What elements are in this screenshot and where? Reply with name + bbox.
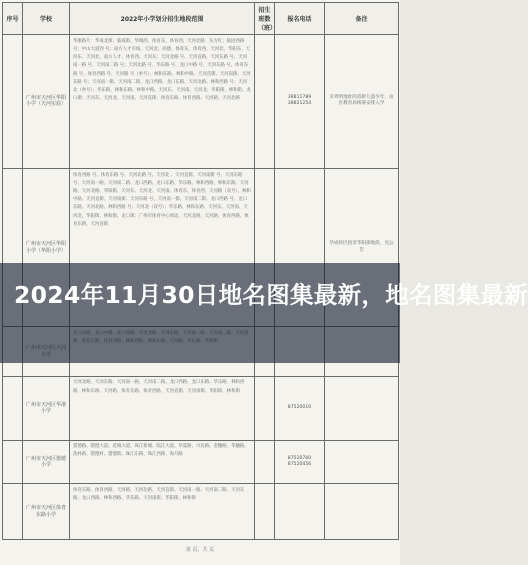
- table-row: [3, 484, 399, 540]
- header-note: 备注: [325, 3, 399, 35]
- row-count: [255, 377, 275, 441]
- row-note: [325, 440, 399, 484]
- row-count: [255, 440, 275, 484]
- row-areas-text: 天河北路、天河东路、天河南一路、天河南二路、龙口西路、龙口东路、华乐路、林和西路、林和东路、天河路、体育东路、体育西路、天河直街、天河南街、华阳街、林和街: [73, 380, 245, 394]
- header-school: 学校: [23, 3, 70, 35]
- row-note: 华成校区指非华阳街地段，见公告: [325, 168, 399, 327]
- header-phone: 报名电话: [275, 3, 325, 35]
- row-areas: [70, 35, 255, 169]
- table-row: [3, 440, 399, 484]
- table-row: [3, 377, 399, 441]
- row-areas: [70, 377, 255, 441]
- table-header-row: [3, 3, 399, 35]
- row-school: 广州市天河区猎德小学: [23, 440, 70, 484]
- row-areas: [70, 484, 255, 540]
- row-phone: 38811789 38821254: [275, 35, 325, 169]
- row-school: 广州市天河区华阳小学（天河实验）: [23, 35, 70, 169]
- row-areas-text: 猎德路、猎德大道、花城大道、珠江新城、临江大道、华夏路、兴民路、金穗路、华穗路、冼村路、猎德村、猎德街、珠江东路、珠江西路、海月路: [73, 444, 249, 458]
- row-school: 广州市天河区体育东路小学: [23, 484, 70, 540]
- row-index: [3, 377, 23, 441]
- table-row: [3, 35, 399, 169]
- row-index: [3, 484, 23, 540]
- row-areas: [70, 440, 255, 484]
- row-phone: [275, 484, 325, 540]
- row-phone: 87520760 87520456: [275, 440, 325, 484]
- row-count: [255, 484, 275, 540]
- row-areas-text: 华康路片：华成北街、临威街、华城西、体育东、体育西；天河北路：东方红；陵园西路 号；中山大道西 号；南方人才市场、天河北、高德、体育东、体育西、天河北、华阳东、天河东、天河北、南方人才、体育西、天河东；天河北路 号、天河直路、天河东路 号、天河南一路 号、天河南二路 号；天河北路 号、华乐路 号、龙口中路 号、天河东路 号、体育东路 号、体育西路 号、天河路 号（单号）、林和东路、林和中路、天河直街、天河南街、天河东路 号；天河南一街、天河南二街、龙口西路、龙口东路、天河北路、林和西路 号；天河北（单号）；华乐路、林和东路、林和中路、天河东、天河南、天河北、华阳街、林和街、龙口街；天河东、天河北、天河南、天河直街；体育东路、体育西路、天河路、天河北路: [73, 38, 251, 102]
- header-index: 序号: [3, 3, 23, 35]
- row-note: [325, 377, 399, 441]
- header-count: 招生班数（班）: [255, 3, 275, 35]
- row-phone: 87520010: [275, 377, 325, 441]
- header-areas: 2022年小学划分招生地段范围: [70, 3, 255, 35]
- row-count: [255, 35, 275, 169]
- row-note: [325, 484, 399, 540]
- page-footer: 第 页，共 页: [185, 547, 215, 553]
- row-areas-text: 体育西路 号、体育东路 号、天河北路 号、天河北 、天河直街、天河南街 号、天河东路 号、天河南一路、天河南二路、龙口西路、龙口东路、华乐路、林和西路、林和东路、天河路、天河北路、华阳街、天河东、天河北、天河南、体育东、体育西、天河路（双号）、林和中路、天河直街、天河南街；天河东路 号、天河南一街、天河南二街、龙口西路 号、龙口东路、天河北路、林和西路 号；天河北（双号）；华乐路、林和东路、天河东、天河南、天河北、华阳街、林和街、龙口街；广州市体育中心周边、天河北路、天河路、体育西路、体育东路、天河直街: [73, 172, 251, 227]
- row-note: 未列明地址的适龄儿童少年，由区教育局统筹安排入学: [325, 35, 399, 169]
- row-index: [3, 35, 23, 169]
- row-index: [3, 440, 23, 484]
- row-school: 广州市天河区华阳小学（华阳小学）: [23, 168, 70, 327]
- row-areas-text: 体育东路、体育西路、天河路、天河北路、天河直街、天河南一路、天河南二路、天河东路、龙口西路、林和西路、华乐路、天河南街、华阳街、林和街: [73, 487, 245, 501]
- row-school: 广州市天河区华港小学: [23, 377, 70, 441]
- banner-title: 2024年11月30日地名图集最新，地名图集最新: [14, 281, 528, 309]
